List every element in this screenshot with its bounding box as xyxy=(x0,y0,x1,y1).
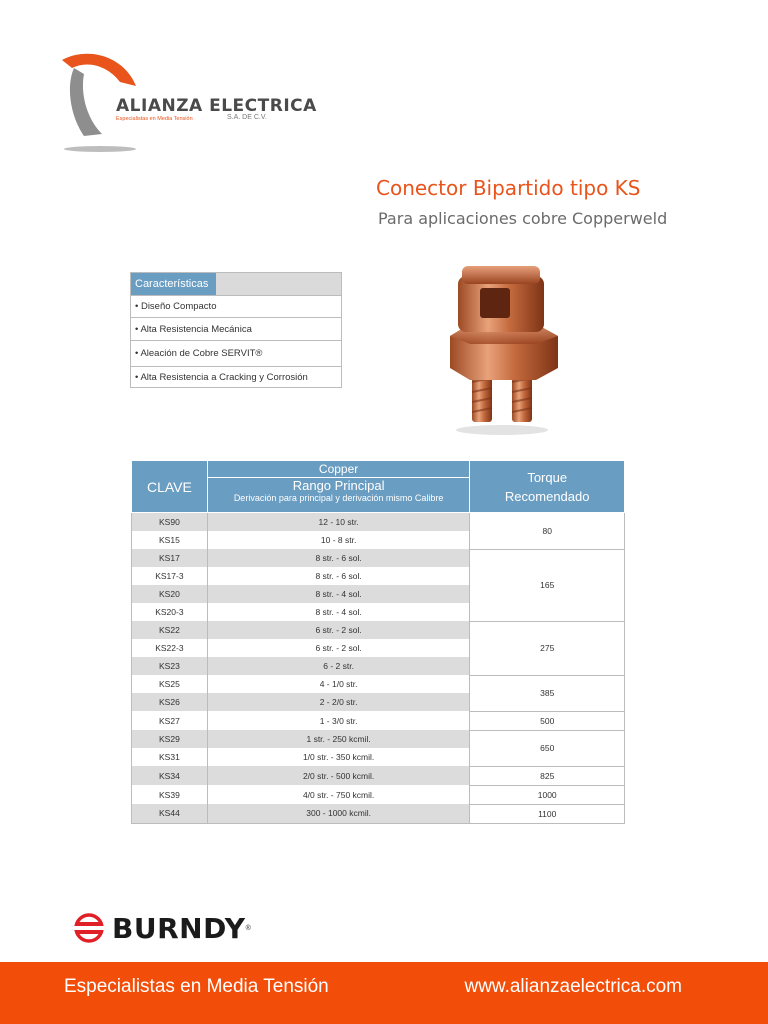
page-subtitle: Para aplicaciones cobre Copperweld xyxy=(378,209,668,228)
clave-cell: KS15 xyxy=(132,531,208,549)
rango-cell: 1/0 str. - 350 kcmil. xyxy=(207,748,470,766)
company-tagline: Especialistas en Media Tensión xyxy=(116,116,193,122)
table-row xyxy=(132,675,625,693)
rango-cell: 8 str. - 6 sol. xyxy=(207,549,470,567)
feature-item: • Alta Resistencia Mecánica xyxy=(131,317,341,340)
rango-cell: 300 - 1000 kcmil. xyxy=(207,804,470,823)
torque-cell: 385 xyxy=(470,675,625,711)
rango-cell: 1 - 3/0 str. xyxy=(207,711,470,730)
rango-cell: 6 str. - 2 sol. xyxy=(207,639,470,657)
torque-cell: 1100 xyxy=(470,804,625,823)
rango-cell: 10 - 8 str. xyxy=(207,531,470,549)
rango-cell: 12 - 10 str. xyxy=(207,513,470,532)
spec-table xyxy=(131,460,625,824)
col-header-rango: Rango Principal xyxy=(207,478,470,494)
clave-cell: KS17-3 xyxy=(132,567,208,585)
table-row xyxy=(132,513,625,532)
rango-cell: 6 str. - 2 sol. xyxy=(207,621,470,639)
clave-cell: KS31 xyxy=(132,748,208,766)
clave-cell: KS25 xyxy=(132,675,208,693)
feature-item: • Aleación de Cobre SERVIT® xyxy=(131,340,341,366)
clave-cell: KS39 xyxy=(132,785,208,804)
torque-cell: 825 xyxy=(470,766,625,785)
rango-cell: 8 str. - 4 sol. xyxy=(207,603,470,621)
burndy-emblem-icon xyxy=(74,913,104,943)
col-header-clave: CLAVE xyxy=(132,461,208,513)
table-row xyxy=(132,766,625,785)
table-row xyxy=(132,730,625,748)
rango-cell: 6 - 2 str. xyxy=(207,657,470,675)
rango-cell: 8 str. - 6 sol. xyxy=(207,567,470,585)
footer-slogan: Especialistas en Media Tensión xyxy=(64,976,329,997)
clave-cell: KS23 xyxy=(132,657,208,675)
page-title: Conector Bipartido tipo KS xyxy=(376,176,641,200)
company-legal-suffix: S.A. DE C.V. xyxy=(227,114,267,121)
registered-mark: ® xyxy=(245,924,251,932)
burndy-wordmark: BURNDY xyxy=(112,911,246,945)
features-header-label: Características xyxy=(131,273,216,295)
clave-cell: KS34 xyxy=(132,766,208,785)
clave-cell: KS20-3 xyxy=(132,603,208,621)
rango-cell: 8 str. - 4 sol. xyxy=(207,585,470,603)
features-box xyxy=(130,272,342,388)
table-row xyxy=(132,711,625,730)
feature-item: • Diseño Compacto xyxy=(131,295,341,317)
clave-cell: KS90 xyxy=(132,513,208,532)
table-row xyxy=(132,621,625,639)
rango-cell: 1 str. - 250 kcmil. xyxy=(207,730,470,748)
rango-cell: 2/0 str. - 500 kcmil. xyxy=(207,766,470,785)
features-header xyxy=(131,273,341,295)
clave-cell: KS26 xyxy=(132,693,208,711)
clave-cell: KS29 xyxy=(132,730,208,748)
company-logo xyxy=(58,52,317,157)
torque-cell: 650 xyxy=(470,730,625,766)
footer-bar xyxy=(0,962,768,1024)
footer-website-link[interactable]: www.alianzaelectrica.com xyxy=(464,976,682,997)
col-header-torque-line1: Torque xyxy=(527,469,568,485)
col-header-torque xyxy=(470,461,625,513)
split-bolt-connector-image xyxy=(440,258,570,438)
company-name: ALIANZA ELECTRICA xyxy=(116,96,317,116)
torque-cell: 275 xyxy=(470,621,625,675)
table-row xyxy=(132,785,625,804)
torque-cell: 1000 xyxy=(470,785,625,804)
clave-cell: KS27 xyxy=(132,711,208,730)
torque-cell: 165 xyxy=(470,549,625,621)
feature-item: • Alta Resistencia a Cracking y Corrosión xyxy=(131,366,341,387)
clave-cell: KS20 xyxy=(132,585,208,603)
burndy-logo xyxy=(74,910,251,946)
table-row xyxy=(132,549,625,567)
clave-cell: KS44 xyxy=(132,804,208,823)
torque-cell: 500 xyxy=(470,711,625,730)
rango-cell: 4/0 str. - 750 kcmil. xyxy=(207,785,470,804)
product-image xyxy=(440,258,570,438)
clave-cell: KS17 xyxy=(132,549,208,567)
rango-cell: 2 - 2/0 str. xyxy=(207,693,470,711)
clave-cell: KS22-3 xyxy=(132,639,208,657)
clave-cell: KS22 xyxy=(132,621,208,639)
col-header-torque-line2: Recomendado xyxy=(504,488,590,504)
col-header-copper: Copper xyxy=(207,461,470,478)
rango-cell: 4 - 1/0 str. xyxy=(207,675,470,693)
col-header-rango-sub: Derivación para principal y derivación mismo Calibre xyxy=(207,493,470,513)
table-row xyxy=(132,804,625,823)
torque-cell: 80 xyxy=(470,513,625,550)
